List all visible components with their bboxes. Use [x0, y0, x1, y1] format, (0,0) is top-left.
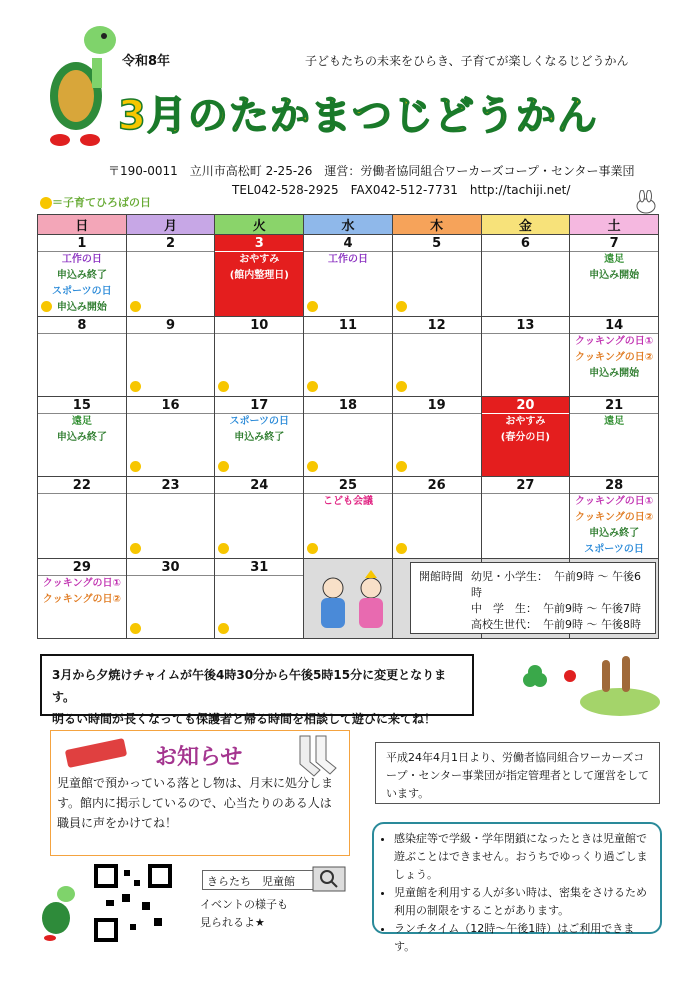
calendar-event: クッキングの日① — [42, 578, 121, 589]
chick-icon — [130, 543, 141, 554]
calendar-event: 申込み開始 — [589, 368, 640, 379]
day-number: 23 — [127, 477, 215, 494]
calendar-event: 遠足 — [604, 416, 625, 427]
legend-label: ＝子育てひろばの日 — [52, 196, 151, 209]
notice-body: 児童館で預かっている落とし物は、月末に処分します。館内に掲示しているので、心当たりのある人は職員に声をかけてね！ — [57, 776, 334, 830]
calendar-day — [215, 317, 304, 397]
hina-dolls-icon — [305, 570, 400, 634]
calendar-event: 申込み開始 — [56, 302, 107, 313]
day-number: 3 — [215, 235, 303, 252]
calendar-event: クッキングの日① — [575, 336, 654, 347]
calendar-event: 申込み終了 — [234, 432, 285, 443]
chime-notice — [40, 654, 474, 726]
calendar-day — [570, 235, 659, 317]
calendar-event: 申込み終了 — [589, 528, 640, 539]
calendar-event: (館内整理日) — [229, 270, 289, 281]
weekday-header: 月 — [126, 215, 215, 235]
day-number: 7 — [570, 235, 658, 252]
chick-icon — [130, 623, 141, 634]
calendar-day — [215, 559, 304, 639]
chick-icon — [396, 461, 407, 472]
chick-icon — [307, 301, 318, 312]
hours-time: 午前9時 ～ 午後6時 — [471, 570, 641, 599]
day-number: 21 — [570, 397, 658, 414]
day-number: 26 — [393, 477, 481, 494]
chick-icon — [41, 301, 52, 312]
chick-icon — [307, 381, 318, 392]
socks-icon — [290, 734, 340, 778]
hours-label: 開館時間 — [419, 570, 463, 583]
chick-icon — [307, 461, 318, 472]
calendar-day — [304, 397, 393, 477]
whistle-icon — [62, 738, 132, 772]
calendar-day — [304, 477, 393, 559]
chick-icon — [396, 381, 407, 392]
weekday-header: 日 — [38, 215, 127, 235]
chick-icon — [130, 461, 141, 472]
day-number: 30 — [127, 559, 215, 576]
day-number: 22 — [38, 477, 126, 494]
calendar-event: 遠足 — [71, 416, 92, 427]
rabbit-icon — [632, 190, 660, 214]
day-number: 10 — [215, 317, 303, 334]
calendar-event: 申込み終了 — [56, 270, 107, 281]
calendar-day — [126, 397, 215, 477]
address: 〒190-0011 立川市高松町 2-25-26 運営：労働者協同組合ワーカーズコープ・センター事業団 — [108, 164, 635, 178]
hours-time: 午前9時 ～ 午後8時 — [543, 618, 641, 631]
note-item: • 児童館を利用する人が多い時は、密集をさけるため利用の制限をすることがあります。 — [394, 884, 650, 920]
calendar-day — [126, 235, 215, 317]
clover-ladybug-icon — [510, 650, 660, 722]
chick-icon — [130, 381, 141, 392]
calendar-event: スポーツの日 — [229, 416, 290, 427]
day-number: 28 — [570, 477, 658, 494]
calendar-event: スポーツの日 — [584, 544, 644, 555]
calendar-day — [38, 477, 127, 559]
calendar-day — [126, 317, 215, 397]
calendar-event: おやすみ — [239, 254, 280, 265]
calendar-event: おやすみ — [505, 416, 546, 427]
day-number: 13 — [482, 317, 570, 334]
chick-icon — [218, 623, 229, 634]
calendar-day — [481, 317, 570, 397]
weekday-header: 火 — [215, 215, 304, 235]
chime-notice-line1: 3月から夕焼けチャイムが午後4時30分から午後5時15分に変更となります。 — [52, 668, 447, 704]
events-note-line2: 見られるよ★ — [200, 916, 265, 929]
calendar-event: クッキングの日① — [575, 496, 654, 507]
calendar-day — [38, 397, 127, 477]
day-number: 27 — [482, 477, 570, 494]
calendar-day — [392, 235, 481, 317]
hours-row: 高校生世代： 午前9時 ～ 午後8時 — [471, 618, 641, 631]
events-note-line1: イベントの様子も — [200, 898, 288, 911]
day-number: 15 — [38, 397, 126, 414]
notice-title: お知らせ — [155, 745, 243, 770]
calendar-day — [215, 477, 304, 559]
day-number: 20 — [482, 397, 570, 414]
day-number: 17 — [215, 397, 303, 414]
calendar-event: 工作の日 — [327, 254, 368, 265]
turtle-small-icon — [38, 882, 78, 942]
day-number: 5 — [393, 235, 481, 252]
calendar-event: クッキングの日② — [42, 594, 121, 605]
calendar-event: クッキングの日② — [575, 352, 654, 363]
calendar-day — [481, 477, 570, 559]
chick-icon — [130, 301, 141, 312]
calendar-day — [38, 235, 127, 317]
calendar-event: クッキングの日② — [575, 512, 654, 523]
note-item: • 感染症等で学級・学年閉鎖になったときは児童館で遊ぶことはできません。おうちでゆっくり過ごしましょう。 — [394, 830, 650, 884]
tagline: 子どもたちの未来をひらき、子育てが楽しくなるじどうかん — [305, 54, 629, 68]
chick-icon — [307, 543, 318, 554]
qr-code-icon[interactable] — [92, 862, 174, 944]
chime-notice-line2: 明るい時間が長くなっても保護者と帰る時間を相談して遊びに来てね！ — [52, 712, 437, 726]
notes-box — [372, 822, 662, 953]
weekday-header: 金 — [481, 215, 570, 235]
weekday-header: 土 — [570, 215, 659, 235]
chick-icon — [40, 197, 52, 209]
hours-time: 午前9時 ～ 午後7時 — [543, 602, 641, 615]
era-label: 令和8年 — [122, 54, 171, 69]
day-number: 2 — [127, 235, 215, 252]
calendar-day — [304, 317, 393, 397]
calendar-event: こども会議 — [322, 496, 373, 507]
calendar-event: (春分の日) — [500, 432, 550, 443]
calendar-event: 遠足 — [604, 254, 625, 265]
search-icon[interactable] — [312, 866, 346, 892]
calendar-day — [481, 235, 570, 317]
weekday-header: 水 — [304, 215, 393, 235]
day-number: 18 — [304, 397, 392, 414]
calendar-day — [38, 559, 127, 639]
day-number: 4 — [304, 235, 392, 252]
hours-group: 幼児・小学生 — [471, 570, 537, 583]
day-number: 14 — [570, 317, 658, 334]
day-number: 31 — [215, 559, 303, 576]
hours-group: 中 学 生 — [471, 602, 526, 615]
calendar-day — [38, 317, 127, 397]
calendar-day — [570, 317, 659, 397]
day-number: 25 — [304, 477, 392, 494]
day-number: 24 — [215, 477, 303, 494]
turtle-mascot-icon — [42, 18, 120, 148]
day-number: 11 — [304, 317, 392, 334]
calendar-event: 申込み開始 — [589, 270, 640, 281]
management-notice: 平成24年4月1日より、労働者協同組合ワーカーズコープ・センター事業団が指定管理者として運営をしています。 — [375, 742, 660, 804]
calendar-day — [570, 477, 659, 559]
calendar-event: スポーツの日 — [52, 286, 112, 297]
hours-row: 幼児・小学生： 午前9時 ～ 午後6時 — [471, 570, 641, 599]
contact-info: TEL042-528-2925 FAX042-512-7731 http://tachiji.net/ — [232, 183, 571, 197]
calendar-event: 申込み終了 — [56, 432, 107, 443]
calendar-day — [570, 397, 659, 477]
chick-icon — [218, 461, 229, 472]
chick-icon — [396, 301, 407, 312]
events-note — [200, 896, 288, 932]
day-number: 29 — [38, 559, 126, 576]
calendar-day — [481, 397, 570, 477]
calendar-day — [126, 477, 215, 559]
page-title: 3月のたかまつじどうかん — [118, 93, 598, 139]
chick-icon — [218, 381, 229, 392]
calendar-day — [392, 477, 481, 559]
legend — [40, 194, 151, 210]
calendar-day — [126, 559, 215, 639]
day-number: 16 — [127, 397, 215, 414]
chick-icon — [396, 543, 407, 554]
day-number: 8 — [38, 317, 126, 334]
chick-icon — [218, 543, 229, 554]
opening-hours — [410, 562, 656, 634]
day-number: 9 — [127, 317, 215, 334]
day-number: 19 — [393, 397, 481, 414]
calendar-day — [392, 317, 481, 397]
calendar-day — [304, 235, 393, 317]
day-number: 6 — [482, 235, 570, 252]
hours-group: 高校生世代 — [471, 618, 526, 631]
calendar-event: 工作の日 — [61, 254, 102, 265]
day-number: 1 — [38, 235, 126, 252]
calendar-day — [215, 397, 304, 477]
hours-row: 中 学 生： 午前9時 ～ 午後7時 — [471, 602, 641, 615]
day-number: 12 — [393, 317, 481, 334]
note-item: • ランチタイム（12時～午後1時）はご利用できます。 — [394, 920, 650, 956]
search-input[interactable]: きらたち 児童館 — [202, 870, 344, 890]
calendar-day — [215, 235, 304, 317]
calendar-day — [392, 397, 481, 477]
weekday-header: 木 — [392, 215, 481, 235]
